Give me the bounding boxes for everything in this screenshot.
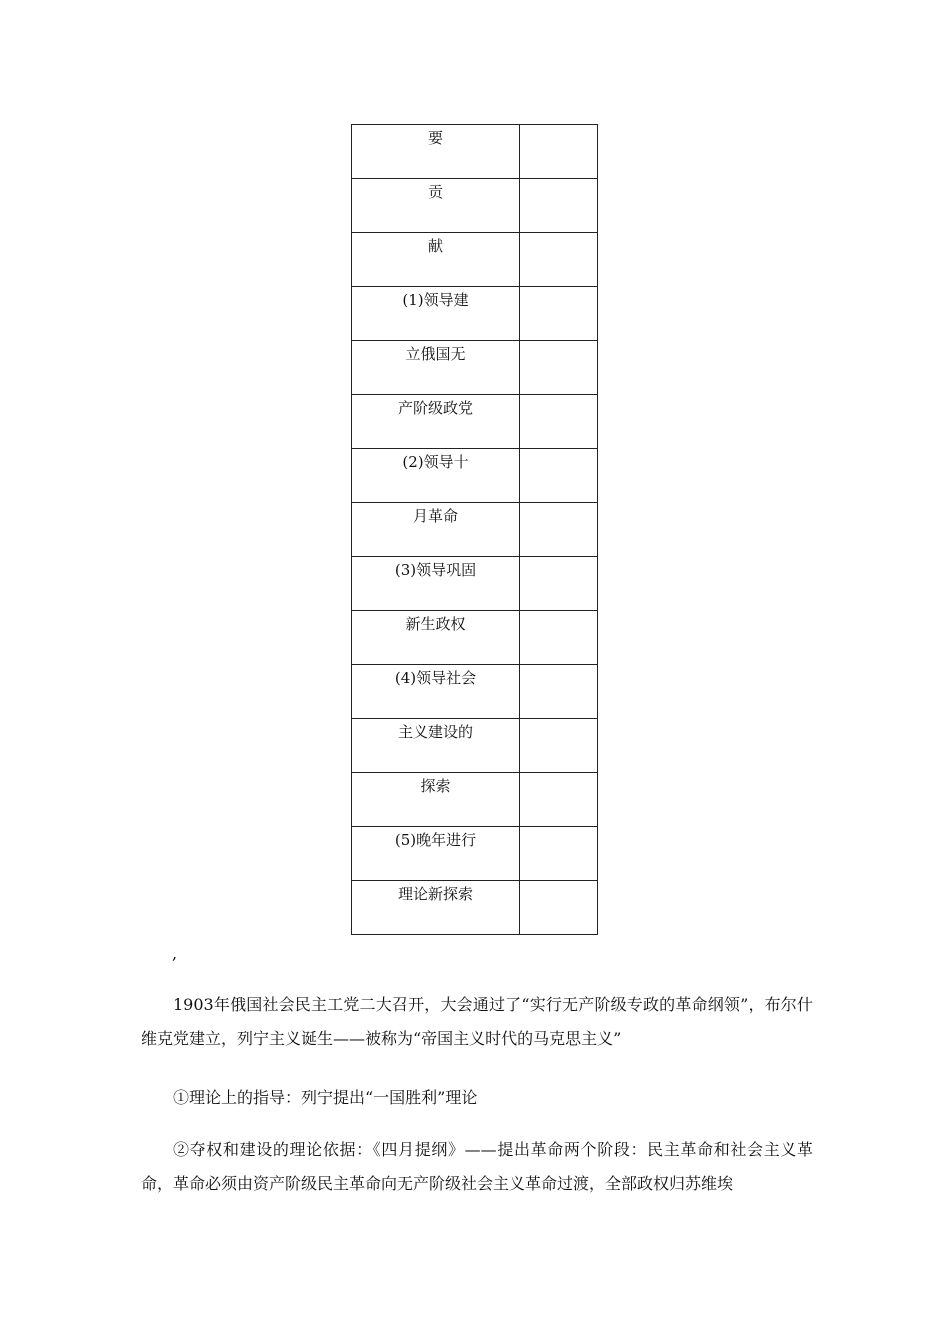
table-cell-empty [520, 719, 598, 773]
table-cell: 献 [352, 233, 520, 287]
table-row [352, 665, 598, 719]
table-cell: 立俄国无 [352, 341, 520, 395]
table-cell-empty [520, 179, 598, 233]
table-cell-empty [520, 287, 598, 341]
paragraph-bolshevik-founding: 1903年俄国社会民主工党二大召开，大会通过了“实行无产阶级专政的革命纲领”，布尔什维克党建立，列宁主义诞生——被称为“帝国主义时代的马克思主义” [141, 995, 813, 1048]
table-row [352, 233, 598, 287]
table-row [352, 773, 598, 827]
paragraph-theory-guidance: ①理论上的指导：列宁提出“一国胜利”理论 [173, 1088, 478, 1107]
table-cell-empty [520, 665, 598, 719]
table-row [352, 881, 598, 935]
table-row [352, 395, 598, 449]
table-row [352, 827, 598, 881]
table-cell: (5)晚年进行 [352, 827, 520, 881]
table-row [352, 287, 598, 341]
table-cell: 新生政权 [352, 611, 520, 665]
table-cell: 月革命 [352, 503, 520, 557]
table-cell-empty [520, 503, 598, 557]
table-cell-empty [520, 125, 598, 179]
table-row [352, 179, 598, 233]
table-cell: 要 [352, 125, 520, 179]
table-row [352, 503, 598, 557]
table-cell-empty [520, 341, 598, 395]
table-cell: 理论新探索 [352, 881, 520, 935]
table-cell: (1)领导建 [352, 287, 520, 341]
table-cell: 产阶级政党 [352, 395, 520, 449]
table-row [352, 341, 598, 395]
table-row [352, 719, 598, 773]
table-cell: 贡 [352, 179, 520, 233]
table-row [352, 557, 598, 611]
paragraph-april-theses: ②夺权和建设的理论依据：《四月提纲》——提出革命两个阶段：民主革命和社会主义革命，革命必须由资产阶级民主革命向无产阶级社会主义革命过渡，全部政权归苏维埃 [141, 1140, 813, 1193]
stray-comma: , [172, 944, 178, 963]
table-cell-empty [520, 395, 598, 449]
table-cell: (2)领导十 [352, 449, 520, 503]
table-cell-empty [520, 881, 598, 935]
table-row [352, 125, 598, 179]
table-cell: 探索 [352, 773, 520, 827]
table-cell: (3)领导巩固 [352, 557, 520, 611]
table-row [352, 611, 598, 665]
table-cell-empty [520, 233, 598, 287]
table-cell-empty [520, 827, 598, 881]
table-cell-empty [520, 773, 598, 827]
table-cell-empty [520, 557, 598, 611]
table-cell: 主义建设的 [352, 719, 520, 773]
table-cell-empty [520, 611, 598, 665]
contributions-table [351, 124, 598, 935]
table-row [352, 449, 598, 503]
table-cell: (4)领导社会 [352, 665, 520, 719]
table-cell-empty [520, 449, 598, 503]
